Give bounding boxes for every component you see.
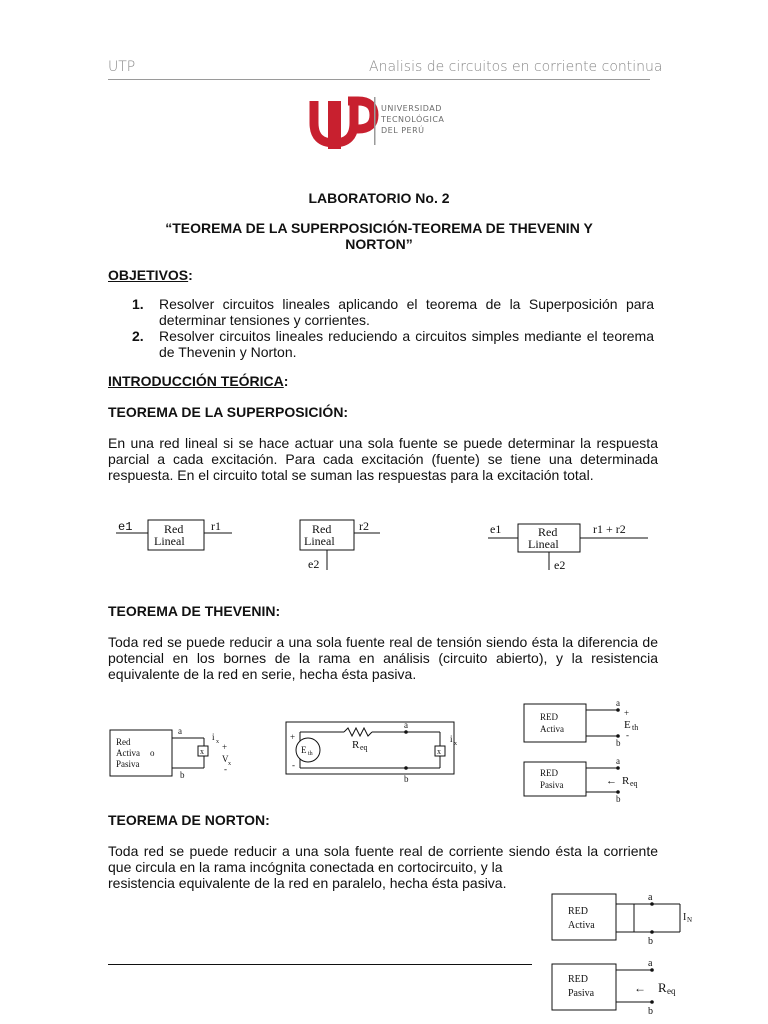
label-a: a (648, 958, 653, 969)
objetivos-heading-text: OBJETIVOS (108, 267, 189, 283)
thevenin-diagrams (104, 690, 654, 806)
objective-text: Resolver circuitos lineales aplicando el teorema de la Superposición para determinar tensiones y corrientes. (159, 296, 654, 328)
header-rule (108, 79, 650, 80)
label-e1: e1 (490, 522, 502, 536)
list-item (108, 296, 654, 328)
objetivos-heading (108, 267, 193, 283)
label-x: x (200, 747, 204, 756)
norton-heading: TEOREMA DE NORTON: (108, 812, 270, 828)
label-Activa: Activa (540, 724, 564, 734)
norton-text (108, 843, 658, 891)
objetivos-colon: : (188, 267, 193, 283)
label-a: a (404, 720, 408, 730)
label-eth-sub: th (308, 751, 313, 757)
label-in: I (683, 912, 687, 923)
objective-number: 2. (132, 328, 144, 344)
thevenin-text: Toda red se puede reducir a una sola fuente real de tensión siendo ésta la diferencia de potencial en los bornes de la rama en análisis (circuito abierto), y la resistencia equivalente de la red en serie, hecha ésta pasiva. (108, 634, 658, 682)
label-red: Red (312, 522, 332, 536)
label-RED: RED (568, 974, 588, 985)
main-title-line-1: “TEOREMA DE LA SUPERPOSICIÓN-TEOREMA DE THEVENIN Y (165, 220, 593, 236)
label-b: b (404, 774, 409, 784)
intro-colon: : (283, 373, 289, 389)
label-b: b (648, 1006, 653, 1016)
label-minus: - (292, 760, 295, 770)
label-e1: e1 (118, 520, 133, 534)
norton-diagrams (540, 886, 700, 1016)
label-lineal: Lineal (154, 534, 185, 548)
norton-line-3: resistencia equivalente de la red en paralelo, hecha ésta pasiva. (108, 875, 507, 891)
lab-title: LABORATORIO No. 2 (308, 190, 450, 206)
label-vx: V (222, 754, 229, 764)
label-lineal: Lineal (304, 534, 335, 548)
header-right: Analisis de circuitos en corriente continua (369, 59, 663, 75)
main-title-line-2: NORTON” (345, 236, 413, 252)
label-b: b (648, 936, 653, 947)
label-req: R (622, 775, 630, 787)
label-ix: i (450, 734, 453, 744)
label-a: a (178, 726, 182, 736)
intro-heading-text: INTRODUCCIÓN TEÓRICA (108, 373, 284, 389)
label-pasiva: Pasiva (116, 759, 140, 769)
label-req-sub: eq (630, 779, 638, 788)
label-eth: E (624, 719, 631, 731)
label-b: b (616, 738, 621, 748)
norton-line-1: Toda red se puede reducir a una sola fuente real de corriente siendo ésta la corriente (108, 843, 658, 859)
utp-logo (308, 93, 468, 153)
label-plus: + (290, 732, 296, 742)
label-eth: E (301, 745, 307, 755)
label-in-sub: N (687, 916, 693, 924)
label-req-sub: eq (667, 986, 676, 996)
label-red: Red (116, 737, 131, 747)
label-minus: - (626, 730, 629, 740)
logo-line-1: UNIVERSIDAD (381, 104, 442, 113)
arrow-left-icon: ← (634, 981, 646, 995)
logo-line-2: TECNOLÓGICA (381, 115, 445, 124)
superposicion-text: En una red lineal si se hace actuar una sola fuente se puede determinar la respuesta parcial a cada excitación. Para cada excitación (fuente) se tiene una determinada respuesta. En el circuito total se suman las respuestas para la excitación total. (108, 435, 658, 483)
label-Pasiva: Pasiva (568, 988, 595, 999)
footer-rule (108, 964, 532, 965)
label-e2: e2 (554, 558, 566, 572)
norton-line-2: que circula en la rama incógnita conectada en cortocircuito, y la (108, 859, 503, 875)
label-lineal: Lineal (528, 537, 559, 551)
label-ix-sub: x (454, 741, 457, 747)
label-a: a (616, 756, 620, 766)
objectives-list (108, 296, 654, 360)
main-title (108, 220, 650, 252)
label-r1-plus-r2: r1 + r2 (593, 522, 626, 536)
label-ix: i (212, 732, 215, 742)
label-a: a (648, 892, 653, 903)
label-RED: RED (568, 906, 588, 917)
label-eth-sub: th (632, 723, 639, 732)
thevenin-heading: TEOREMA DE THEVENIN: (108, 603, 281, 619)
header-left: UTP (108, 59, 136, 75)
label-a: a (616, 698, 620, 708)
label-plus: + (222, 742, 228, 752)
label-r2: r2 (359, 519, 369, 533)
intro-heading (108, 373, 288, 389)
label-b: b (616, 794, 621, 804)
label-activa: Activa (116, 748, 140, 758)
label-RED: RED (540, 712, 558, 722)
label-plus: + (624, 708, 630, 718)
label-red: Red (164, 522, 184, 536)
list-item (108, 328, 654, 360)
label-Activa: Activa (568, 920, 595, 931)
logo-line-3: DEL PERÚ (381, 126, 425, 135)
objective-number: 1. (132, 296, 144, 312)
label-red: Red (538, 525, 558, 539)
label-vx-sub: x (228, 761, 231, 767)
arrow-left-icon: ← (606, 775, 617, 787)
label-Pasiva: Pasiva (540, 780, 564, 790)
label-x: x (437, 747, 441, 756)
superposition-diagrams (108, 508, 658, 588)
label-req-sub: eq (360, 743, 368, 752)
superposicion-heading: TEOREMA DE LA SUPERPOSICIÓN: (108, 404, 349, 420)
label-req: R (352, 739, 360, 751)
label-RED: RED (540, 768, 558, 778)
label-r1: r1 (211, 519, 221, 533)
label-b: b (180, 770, 185, 780)
objective-text: Resolver circuitos lineales reduciendo a circuitos simples mediante el teorema de Thevenin y Norton. (159, 328, 654, 360)
label-e2: e2 (308, 557, 320, 571)
label-o: o (150, 748, 155, 758)
label-req: R (658, 980, 667, 995)
label-minus: - (224, 764, 227, 774)
label-ix-sub: x (216, 739, 219, 745)
